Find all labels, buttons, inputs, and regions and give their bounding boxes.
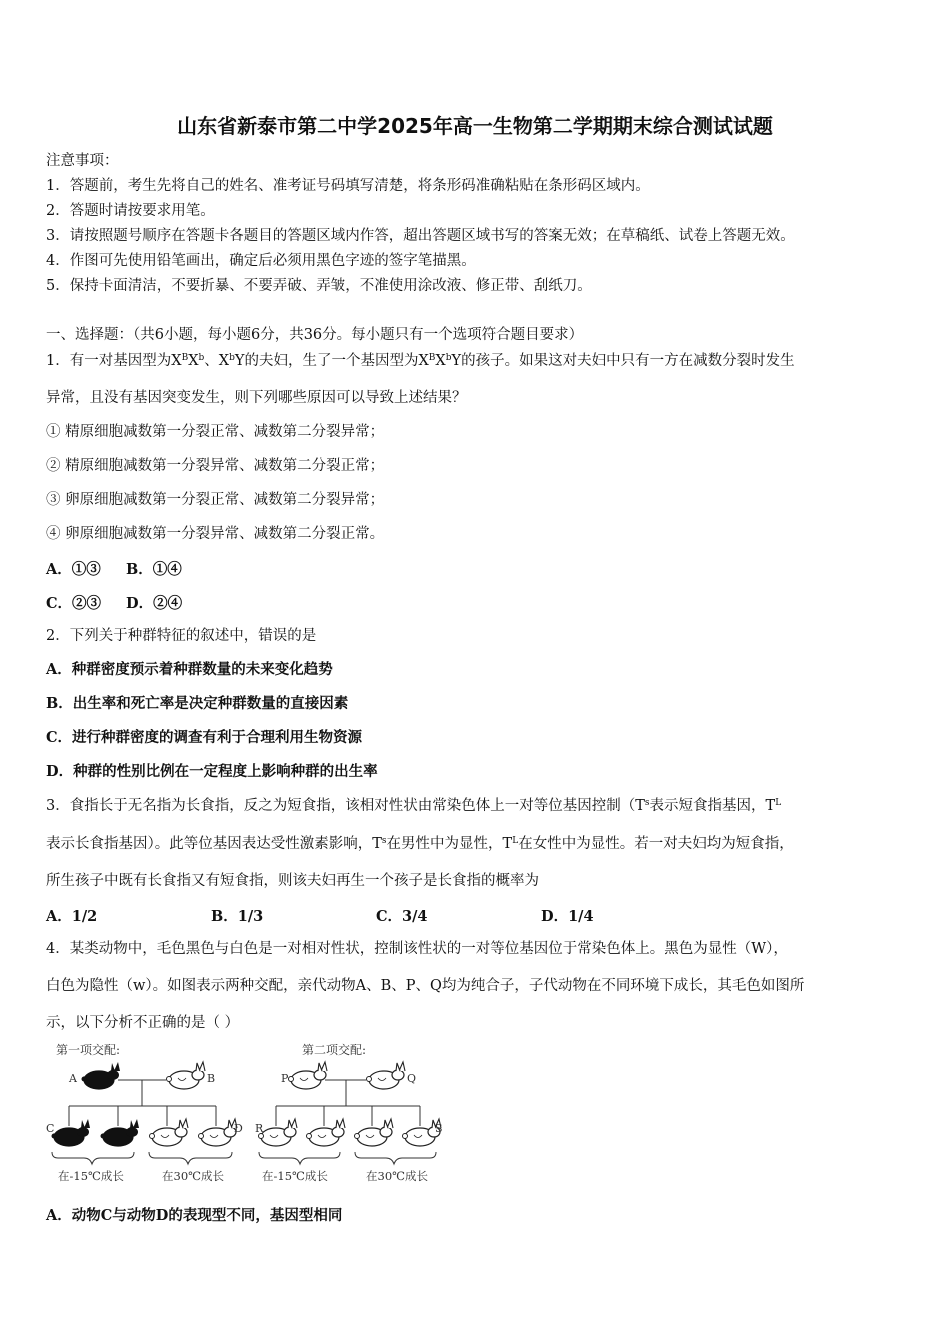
question-3-stem-line3: 所生孩子中既有长食指又有短食指，则该夫妇再生一个孩子是长食指的概率为 <box>46 873 539 889</box>
rabbit-black-a <box>82 1062 121 1089</box>
option-a[interactable]: A．1/2 <box>46 908 98 925</box>
question-3-stem: 3．食指长于无名指为长食指，反之为短食指，该相对性状由常染色体上一对等位基因控制（$T^s$表示短食指基因，$T^L$ <box>46 798 782 814</box>
question-2-option-b[interactable]: B．出生率和死亡率是决定种群数量的直接因素 <box>46 695 349 712</box>
question-4-stem-line2: 白色为隐性（w）。如图表示两种交配，亲代动物A、B、P、Q均为纯合子，子代动物在不同环境下成长，其毛色如图所 <box>46 978 805 994</box>
rabbit-black-c <box>52 1119 91 1146</box>
option-b[interactable]: B．1/3 <box>211 908 264 925</box>
question-1-stem: 1．有一对基因型为$X^BX^b$、$X^bY$的夫妇，生了一个基因型为$X^BX^bY$的孩子。如果这对夫妇中只有一方在减数分裂时发生 <box>46 353 795 369</box>
label-p: P <box>281 1072 289 1085</box>
option-d[interactable]: D．②④ <box>126 595 183 612</box>
env-warm-1: 在30℃成长 <box>162 1169 224 1183</box>
env-cold-1: 在-15℃成长 <box>58 1169 124 1183</box>
question-1-item-3: ③ 卵原细胞减数第一分裂正常、减数第二分裂异常； <box>46 492 385 508</box>
question-1-options-cd <box>46 592 182 613</box>
label-b: B <box>207 1072 216 1085</box>
question-1-item-1: ① 精原细胞减数第一分裂正常、减数第二分裂异常； <box>46 424 385 440</box>
question-4-option-a[interactable]: A．动物C与动物D的表现型不同，基因型相同 <box>46 1207 343 1224</box>
option-c[interactable]: C．②③ <box>46 595 102 612</box>
page-title: 山东省新泰市第二中学2025年高一生物第二学期期末综合测试试题 <box>177 114 773 138</box>
rabbit-white-p <box>289 1062 328 1089</box>
rabbit-white-q <box>367 1062 406 1089</box>
question-1-item-4: ④ 卵原细胞减数第一分裂异常、减数第二分裂正常。 <box>46 526 385 542</box>
label-q: Q <box>407 1072 417 1085</box>
notice-item-3: 3．请按照题号顺序在答题卡各题目的答题区域内作答，超出答题区域书写的答案无效；在草稿纸、试卷上答题无效。 <box>46 228 795 244</box>
rabbit-white-offspring-2 <box>307 1119 346 1146</box>
label-s: S <box>435 1122 443 1135</box>
env-warm-2: 在30℃成长 <box>366 1169 428 1183</box>
rabbit-white-d <box>199 1119 238 1146</box>
question-2-option-a[interactable]: A．种群密度预示着种群数量的未来变化趋势 <box>46 661 333 678</box>
option-a[interactable]: A．①③ <box>46 561 101 578</box>
rabbit-black-offspring <box>101 1119 140 1146</box>
question-1-item-2: ② 精原细胞减数第一分裂异常、减数第二分裂正常； <box>46 458 385 474</box>
question-3-options <box>46 905 594 926</box>
option-b[interactable]: B．①④ <box>126 561 182 578</box>
option-c[interactable]: C．3/4 <box>376 908 428 925</box>
label-r: R <box>255 1122 264 1135</box>
rabbit-white-r <box>259 1119 298 1146</box>
cross-diagram <box>44 1040 444 1190</box>
question-2-option-c[interactable]: C．进行种群密度的调查有利于合理利用生物资源 <box>46 729 363 746</box>
cross-1-label: 第一项交配: <box>56 1043 121 1057</box>
rabbit-white-offspring-3 <box>355 1119 394 1146</box>
rabbit-white-b <box>167 1062 206 1089</box>
section-heading: 一、选择题：（共6小题，每小题6分，共36分。每小题只有一个选项符合题目要求） <box>46 327 584 343</box>
notice-item-5: 5．保持卡面清洁，不要折暴、不要弄破、弄皱，不准使用涂改液、修正带、刮纸刀。 <box>46 278 592 294</box>
question-1-options-ab <box>46 558 182 579</box>
notice-heading: 注意事项： <box>46 153 119 169</box>
cross-2-label: 第二项交配: <box>302 1043 367 1057</box>
question-2-option-d[interactable]: D．种群的性别比例在一定程度上影响种群的出生率 <box>46 763 378 780</box>
notice-item-2: 2．答题时请按要求用笔。 <box>46 203 215 219</box>
question-4-stem: 4．某类动物中，毛色黑色与白色是一对相对性状，控制该性状的一对等位基因位于常染色体上。黑色为显性（W）， <box>46 941 788 957</box>
question-4-stem-line3: 示，以下分析不正确的是（ ） <box>46 1015 240 1031</box>
rabbit-white-offspring <box>150 1119 189 1146</box>
notice-item-4: 4．作图可先使用铅笔画出，确定后必须用黑色字迹的签字笔描黑。 <box>46 253 476 269</box>
label-a: A <box>69 1072 77 1085</box>
option-d[interactable]: D．1/4 <box>541 908 594 925</box>
env-cold-2: 在-15℃成长 <box>262 1169 328 1183</box>
question-1-stem-line2: 异常，且没有基因突变发生，则下列哪些原因可以导致上述结果？ <box>46 390 467 406</box>
question-3-stem-line2: 表示长食指基因）。此等位基因表达受性激素影响，$T^s$在男性中为显性，$T^L$在女性中为显性。若一对夫妇均为短食指， <box>46 836 794 852</box>
notice-item-1: 1．答题前，考生先将自己的姓名、准考证号码填写清楚，将条形码准确粘贴在条形码区域内。 <box>46 178 650 194</box>
label-c: C <box>46 1122 55 1135</box>
question-2-stem: 2．下列关于种群特征的叙述中，错误的是 <box>46 628 317 644</box>
label-d: D <box>234 1122 243 1135</box>
